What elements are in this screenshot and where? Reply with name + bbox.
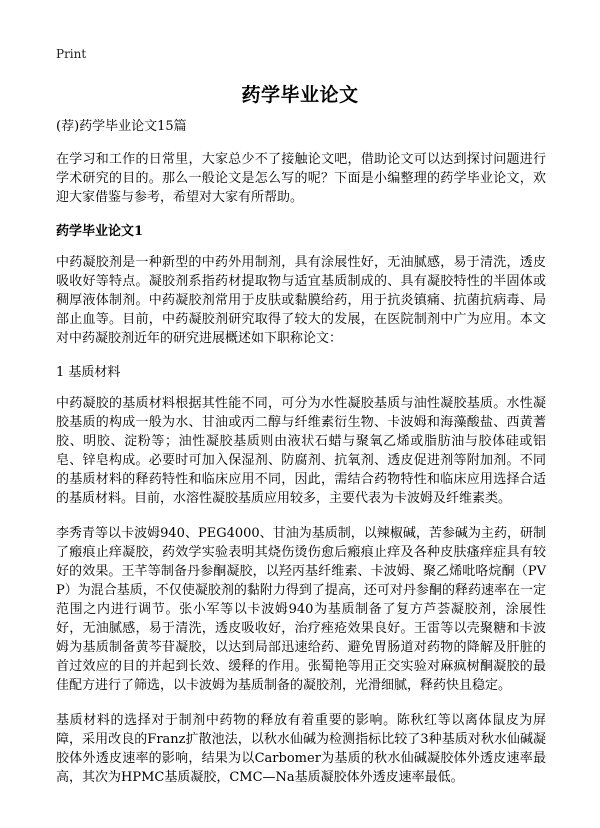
document-body [56,118,546,803]
print-label: Print [56,47,87,61]
subsection-paragraph-1: 中药凝胶的基质材料根据其性能不同，可分为水性凝胶基质与油性凝胶基质。水性凝胶基质的构成一般为水、甘油或丙二醇与纤维素衍生物、卡波姆和海藻酸盐、西黄蓍胶、明胶、淀粉等；油性凝胶基质则由液状石蜡与聚氧乙烯或脂肪油与胶体硅或铝皂、锌皂构成。必要时可加入保湿剂、防腐剂、抗氧剂、透皮促进剂等附加剂。不同的基质材料的释药特性和临床应用不同，因此，需结合药物特性和临床应用选择合适的基质材料。目前，水溶性凝胶基质应用较多，主要代表为卡波姆及纤维素类。 [56,396,546,506]
section-paragraph: 中药凝胶剂是一种新型的中药外用制剂，具有涂展性好，无油腻感，易于清洗，透皮吸收好等特点。凝胶剂系指药材提取物与适宜基质制成的、具有凝胶特性的半固体或稠厚液体制剂。中药凝胶剂常用于皮肤或黏膜给药，用于抗炎镇痛、抗菌抗病毒、局部止血等。目前，中药凝胶剂研究取得了较大的发展，在医院制剂中广为应用。本文对中药凝胶剂近年的研究进展概述如下职称论文： [56,255,546,346]
subsection-paragraph-2: 李秀青等以卡波姆940、PEG4000、甘油为基质制，以辣椒碱，苦参碱为主药，研制了瘢痕止痒凝胶，药效学实验表明其烧伤烫伤愈后瘢痕止痒及各种皮肤瘙痒症具有较好的效果。王芊等制备丹参酮凝胶，以羟丙基纤维素、卡波姆、聚乙烯吡咯烷酮（PVP）为混合基质，不仅使凝胶剂的黏附力得到了提高，还可对丹参酮的释药速率在一定范围之内进行调节。张小军等以卡波姆940为基质制备了复方芦荟凝胶剂，涂展性好，无油腻感，易于清洗，透皮吸收好，治疗痤疮效果良好。王雷等以壳聚糖和卡波姆为基质制备黄芩苷凝胶，以达到局部迅速给药、避免胃肠道对药物的降解及肝脏的首过效应的目的并起到长效、缓释的作用。张蜀艳等用正交实验对麻疯树酮凝胶的最佳配方进行了筛选，以卡波姆为基质制备的凝胶剂，光滑细腻，释药快且稳定。 [56,526,546,693]
subsection-heading: 1 基质材料 [56,365,121,380]
page-title: 药学毕业论文 [241,84,359,106]
intro-paragraph: 在学习和工作的日常里，大家总少不了接触论文吧，借助论文可以达到探讨问题进行学术研究的目的。那么一般论文是怎么写的呢？下面是小编整理的药学毕业论文，欢迎大家借鉴与参考，希望对大家有所帮助。 [56,152,546,205]
document-subtitle: (荐)药学毕业论文15篇 [56,119,187,134]
section-heading: 药学毕业论文1 [56,224,144,239]
subsection-paragraph-3: 基质材料的选择对于制剂中药物的释放有着重要的影响。陈秋红等以离体鼠皮为屏障，采用改良的Franz扩散池法，以秋水仙碱为检测指标比较了3种基质对秋水仙碱凝胶体外透皮速率的影响，结果为以Carbomer为基质的秋水仙碱凝胶体外透皮速率最高，其次为HPMC基质凝胶，CMC—Na基质凝胶体外透皮速率最低。 [56,713,546,785]
